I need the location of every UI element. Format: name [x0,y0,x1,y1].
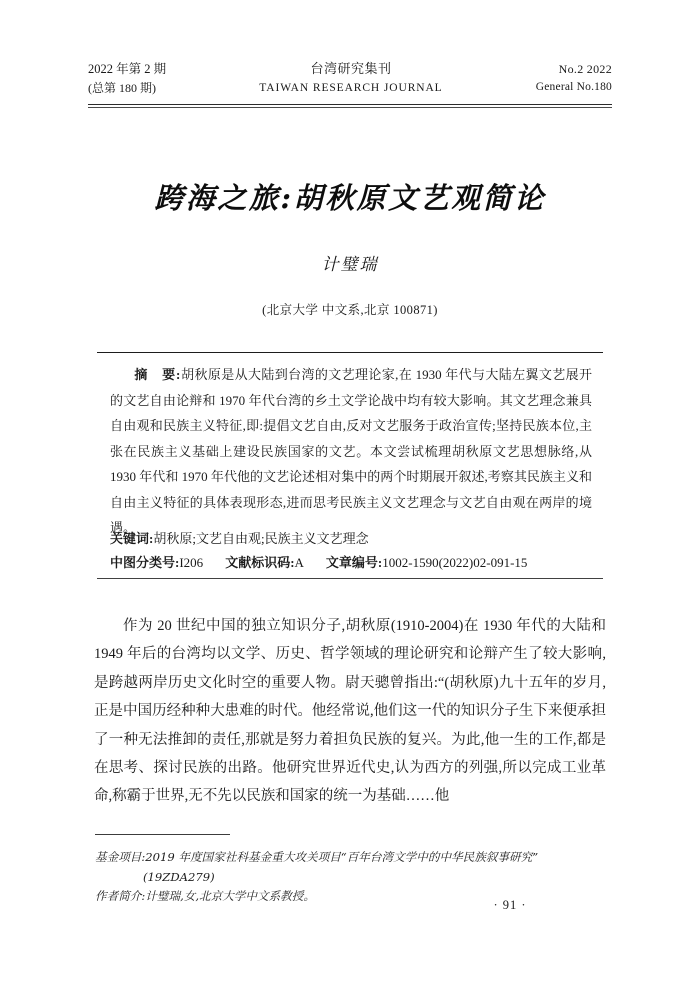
body-paragraph-1: 作为 20 世纪中国的独立知识分子,胡秋原(1910-2004)在 1930 年代的大陆和 1949 年后的台湾均以文学、历史、哲学领域的理论研究和论辩产生了较大影响,是跨越两岸历史文化时空的重要人物。尉天骢曾指出:“(胡秋原)九十五年的岁月,正是中国历经种种大患难的时代。他经常说,他们这一代的知识分子生下来便承担了一种无法推卸的责任,那就是努力着担负民族的复兴。为此,他一生的工作,都是在思考、探讨民族的出路。他研究世界近代史,认为西方的列强,所以完成工业革命,称霸于世界,无不先以民族和国家的统一为基础……他 [94,618,606,805]
article-id-value: 1002-1590(2022)02-091-15 [382,555,528,570]
masthead [88,60,612,98]
keywords-line [110,527,592,550]
abstract-text: 胡秋原是从大陆到台湾的文艺理论家,在 1930 年代与大陆左翼文艺展开的文艺自由论辩和 1970 年代台湾的乡土文学论战中均有较大影响。其文艺理念兼具自由观和民族主义特征,即:提倡文艺自由,反对文艺服务于政治宣传;坚持民族本位,主张在民族主义基础上建设民族国家的文艺。本文尝试梳理胡秋原文艺思想脉络,从 1930 年代和 1970 年代他的文艺论述相对集中的两个时期展开叙述,考察其民族主义和自由主义特征的具体表现形态,进而思考民族主义文艺理念与文艺自由观在两岸的境遇。 [110,367,592,535]
keywords-value: 胡秋原;文艺自由观;民族主义文艺理念 [153,531,369,546]
issue-serial-number: (总第 180 期) [88,81,156,96]
abstract-top-rule [97,352,603,353]
masthead-issue-info-en [536,60,612,96]
footnote-fund-line-1: 基金项目:2019 年度国家社科基金重大攻关项目“百年台湾文学中的中华民族叙事研究” [95,850,539,864]
abstract-label: 摘 要: [134,367,181,382]
page-title: 跨海之旅:胡秋原文艺观简论 [154,181,546,215]
document-code-label: 文献标识码: [225,555,295,570]
article-id-label: 文章编号: [325,555,383,570]
abstract-paragraph [110,362,592,541]
abstract-bottom-rule [97,578,603,579]
masthead-journal-name [166,60,536,98]
clc-value: I206 [179,555,204,570]
document-code-value: A [294,555,304,570]
masthead-issue-info [88,60,166,98]
article-body [94,612,606,811]
page-folio: · 91 · [493,898,527,912]
journal-title-en: TAIWAN RESEARCH JOURNAL [259,82,443,95]
general-number-en: General No.180 [535,80,612,93]
journal-title-cn: 台湾研究集刊 [310,62,392,77]
classification-line [110,551,592,574]
clc-label: 中图分类号: [110,555,180,570]
issue-number-en: No.2 2022 [558,62,612,76]
footnote-fund-line-2: (19ZDA279) [143,869,215,884]
footnote-separator-rule [95,834,230,835]
abstract-block [110,362,592,541]
footnote-author-bio: 作者简介:计璧瑞,女,北京大学中文系教授。 [95,889,315,903]
issue-year-number: 2022 年第 2 期 [88,62,167,76]
article-author: 计璧瑞 [321,255,379,275]
author-affiliation: (北京大学 中文系,北京 100871) [262,303,438,317]
masthead-divider [88,104,612,108]
keywords-label: 关键词: [110,531,154,546]
